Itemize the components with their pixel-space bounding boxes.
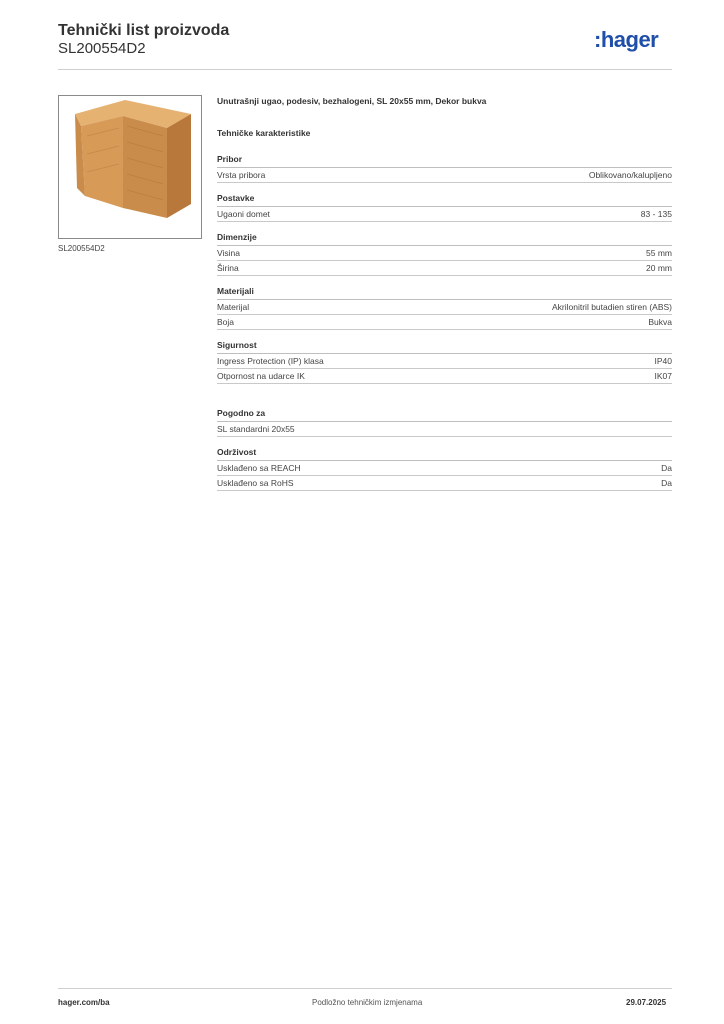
spec-row bbox=[217, 315, 672, 330]
spec-value: 55 mm bbox=[646, 248, 672, 258]
spec-label: Otpornost na udarce IK bbox=[217, 371, 305, 381]
spec-label: Usklađeno sa REACH bbox=[217, 463, 301, 473]
spec-value: Bukva bbox=[648, 317, 672, 327]
spec-value: Da bbox=[661, 478, 672, 488]
section-title: Dimenzije bbox=[217, 232, 672, 246]
section-title: Sigurnost bbox=[217, 340, 672, 354]
spec-row bbox=[217, 369, 672, 384]
spec-value: IP40 bbox=[654, 356, 672, 366]
header-divider bbox=[58, 69, 672, 70]
section-title: Pogodno za bbox=[217, 408, 672, 422]
spec-value: Oblikovano/kalupljeno bbox=[588, 170, 672, 180]
page-title: Tehnički list proizvoda bbox=[58, 22, 230, 39]
hager-logo: :hager bbox=[594, 27, 659, 52]
spec-row bbox=[217, 261, 672, 276]
product-code: SL200554D2 bbox=[58, 40, 146, 57]
spec-label: Materijal bbox=[217, 302, 250, 312]
spec-label: Usklađeno sa RoHS bbox=[217, 478, 294, 488]
spec-label: Vrsta pribora bbox=[217, 170, 266, 180]
image-caption: SL200554D2 bbox=[58, 244, 105, 253]
tech-heading: Tehničke karakteristike bbox=[217, 128, 311, 138]
footer-website-link[interactable]: hager.com/ba bbox=[58, 998, 110, 1007]
spec-row bbox=[217, 168, 672, 183]
logo-text: hager bbox=[600, 27, 659, 52]
section-materijali bbox=[217, 286, 672, 330]
spec-value: Akrilonitril butadien stiren (ABS) bbox=[552, 302, 672, 312]
spec-row bbox=[217, 461, 672, 476]
spec-value: Da bbox=[661, 463, 672, 473]
section-dimenzije bbox=[217, 232, 672, 276]
corner-piece-illustration bbox=[59, 96, 201, 238]
footer-note: Podložno tehničkim izmjenama bbox=[312, 998, 423, 1007]
spec-row bbox=[217, 422, 672, 437]
spec-value: IK07 bbox=[654, 371, 672, 381]
spec-value: 83 - 135 bbox=[640, 209, 672, 219]
spec-label: Ugaoni domet bbox=[217, 209, 270, 219]
section-postavke bbox=[217, 193, 672, 222]
spec-label: Ingress Protection (IP) klasa bbox=[217, 356, 324, 366]
spec-label: Visina bbox=[217, 248, 240, 258]
spec-label: SL standardni 20x55 bbox=[217, 424, 295, 434]
spec-label: Širina bbox=[217, 263, 239, 273]
section-odrzivost bbox=[217, 447, 672, 491]
spec-row bbox=[217, 246, 672, 261]
product-image bbox=[58, 95, 202, 239]
footer-divider bbox=[58, 988, 672, 989]
product-description: Unutrašnji ugao, podesiv, bezhalogeni, SL 20x55 mm, Dekor bukva bbox=[217, 96, 487, 106]
section-title: Održivost bbox=[217, 447, 672, 461]
section-pribor bbox=[217, 154, 672, 183]
spec-label: Boja bbox=[217, 317, 235, 327]
spec-value: 20 mm bbox=[646, 263, 672, 273]
section-sigurnost bbox=[217, 340, 672, 384]
spec-row bbox=[217, 476, 672, 491]
section-title: Pribor bbox=[217, 154, 672, 168]
section-title: Postavke bbox=[217, 193, 672, 207]
spec-row bbox=[217, 300, 672, 315]
section-pogodno-za bbox=[217, 408, 672, 437]
spec-row bbox=[217, 207, 672, 222]
spec-content bbox=[217, 96, 672, 491]
footer-date: 29.07.2025 bbox=[626, 998, 667, 1007]
spec-row bbox=[217, 354, 672, 369]
section-title: Materijali bbox=[217, 286, 672, 300]
